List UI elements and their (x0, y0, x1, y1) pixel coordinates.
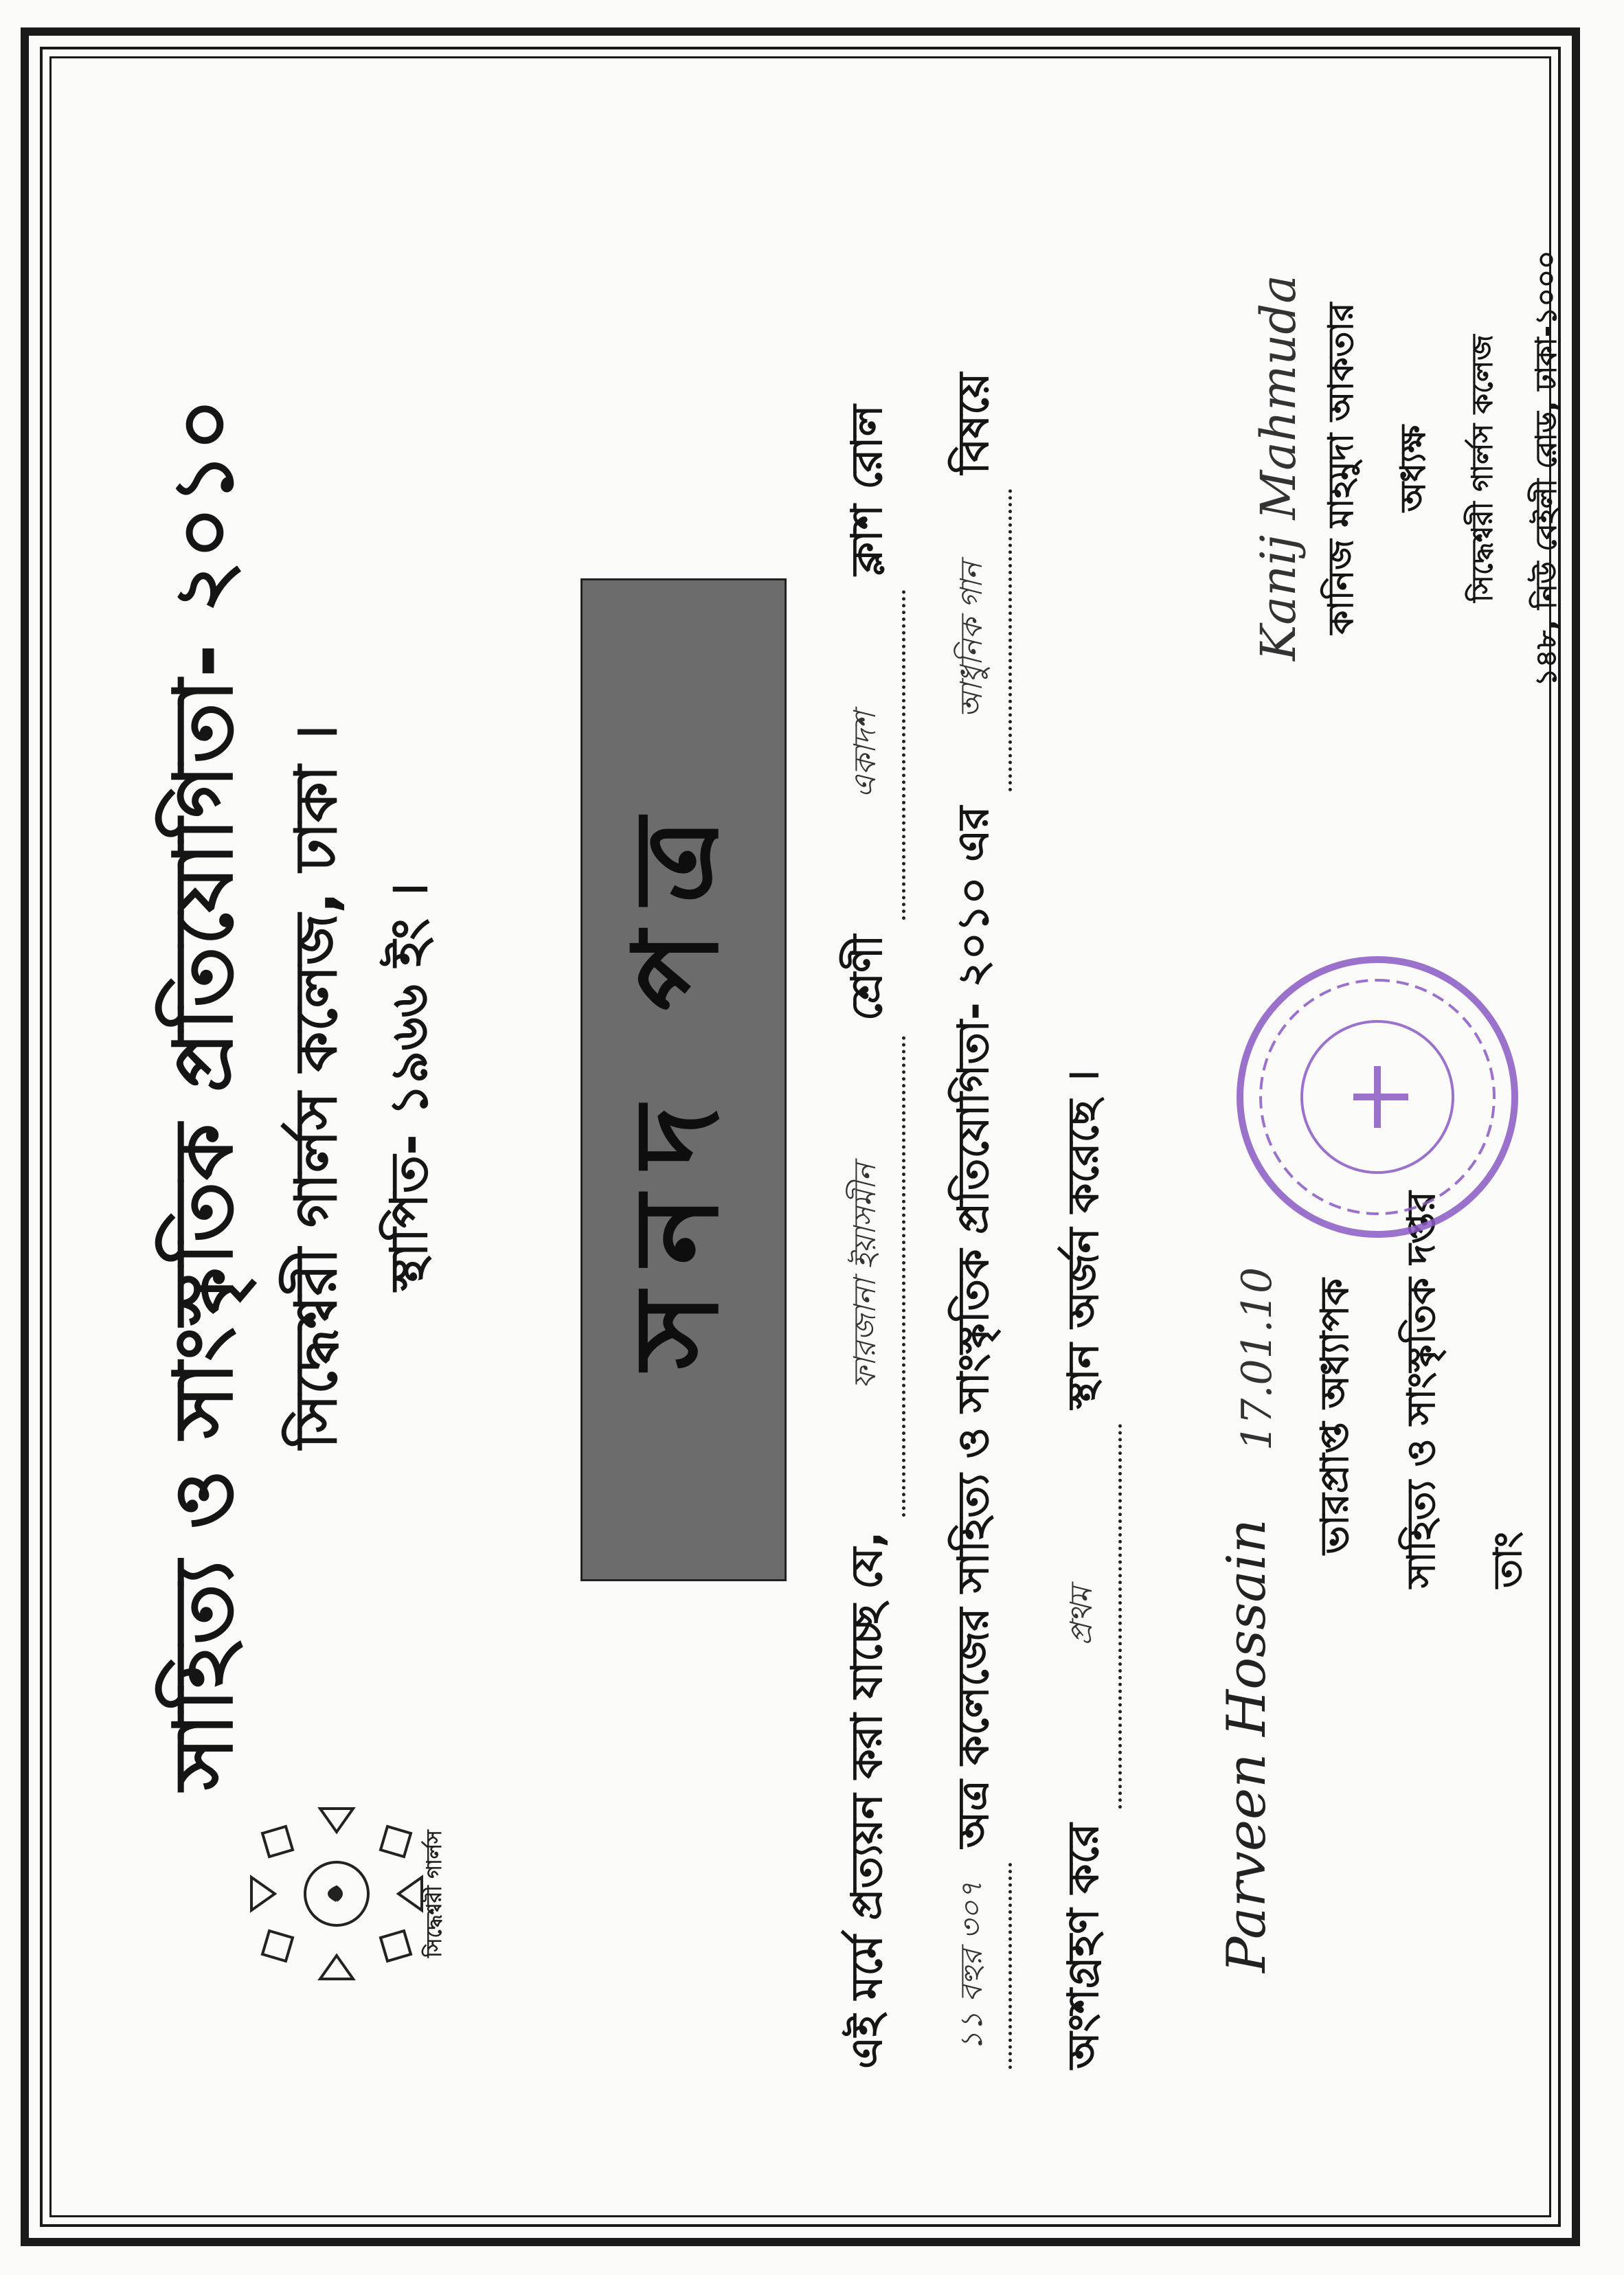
student-class: একাদশ (848, 712, 883, 799)
line2-text: অত্র কলেজের সাহিত্য ও সাংস্কৃতিক প্রতিযোগিতা- ২০১০ এর (948, 806, 998, 1848)
college-name: সিদ্ধেশ্বরী গার্লস কলেজ, ঢাকা । (282, 724, 350, 1449)
principal-role: অধ্যক্ষ (1393, 425, 1433, 512)
achieved-place: প্রথম (1064, 1586, 1099, 1646)
class-field (848, 590, 905, 920)
right-signatory (1316, 228, 1588, 709)
certificate-banner (580, 578, 787, 1581)
line3-suffix: স্থান অর্জন করেছে । (1058, 1069, 1108, 1410)
body-line-1 (835, 405, 905, 2069)
certificate-title: সাহিত্য ও সাংস্কৃতিক প্রতিযোগিতা- ২০১০ (156, 396, 251, 1791)
banner-title: সনদ পত্র (609, 790, 745, 1370)
official-seal (1230, 949, 1525, 1245)
competition-subject: আধুনিক গান (954, 562, 989, 718)
line3-prefix: অংশগ্রহণ করে (1058, 1823, 1108, 2069)
left-signature-date: 17.01.10 (1233, 1267, 1281, 1451)
founded-year: স্থাপিত- ১৯৬৬ ইং । (380, 882, 439, 1291)
left-signature: Parveen Hossain (1216, 1519, 1278, 1973)
student-roll: ১১ বহুর ৩০৭ (954, 1881, 989, 2051)
student-name: ফারজানা ইয়াসমীন (848, 1163, 883, 1389)
left-signatory-dept: সাহিত্য ও সাংস্কৃতিক দপ্তর (1399, 1191, 1444, 1588)
principal-college: সিদ্ধেশ্বরী গার্লস কলেজ (1465, 335, 1499, 602)
logo-text: সিদ্ধেশ্বরী গার্লস (422, 1830, 447, 1958)
body-line-2 (941, 373, 1012, 2069)
class-label: শ্রেণী (842, 934, 892, 1021)
name-field (848, 1036, 905, 1517)
principal-address: ১৪৮, নিউ বেইলী রোড, ঢাকা-১০০০ (1529, 250, 1563, 687)
body-line-3 (1051, 1069, 1122, 2069)
place-field (1064, 1424, 1122, 1809)
right-signature: Kanij Mahmuda (1250, 275, 1307, 661)
principal-name: কানিজ মাহমুদা আকতার (1321, 302, 1361, 635)
line1-prefix: এই মর্মে প্রত্যয়ন করা যাচ্ছে যে, (842, 1531, 892, 2069)
subject-field (954, 489, 1012, 791)
subject-label: বিষয়ে (948, 372, 998, 475)
roll-label: ক্লাশ রোল (842, 405, 892, 576)
seal-stamp-icon (1230, 949, 1525, 1245)
logo-books-icon (227, 1784, 447, 2004)
left-signatory-role: ভারপ্রাপ্ত অধ্যাপক (1313, 1278, 1357, 1554)
date-label: তাং (1486, 1531, 1531, 1588)
college-logo (227, 1784, 447, 2004)
roll-field (954, 1863, 1012, 2069)
